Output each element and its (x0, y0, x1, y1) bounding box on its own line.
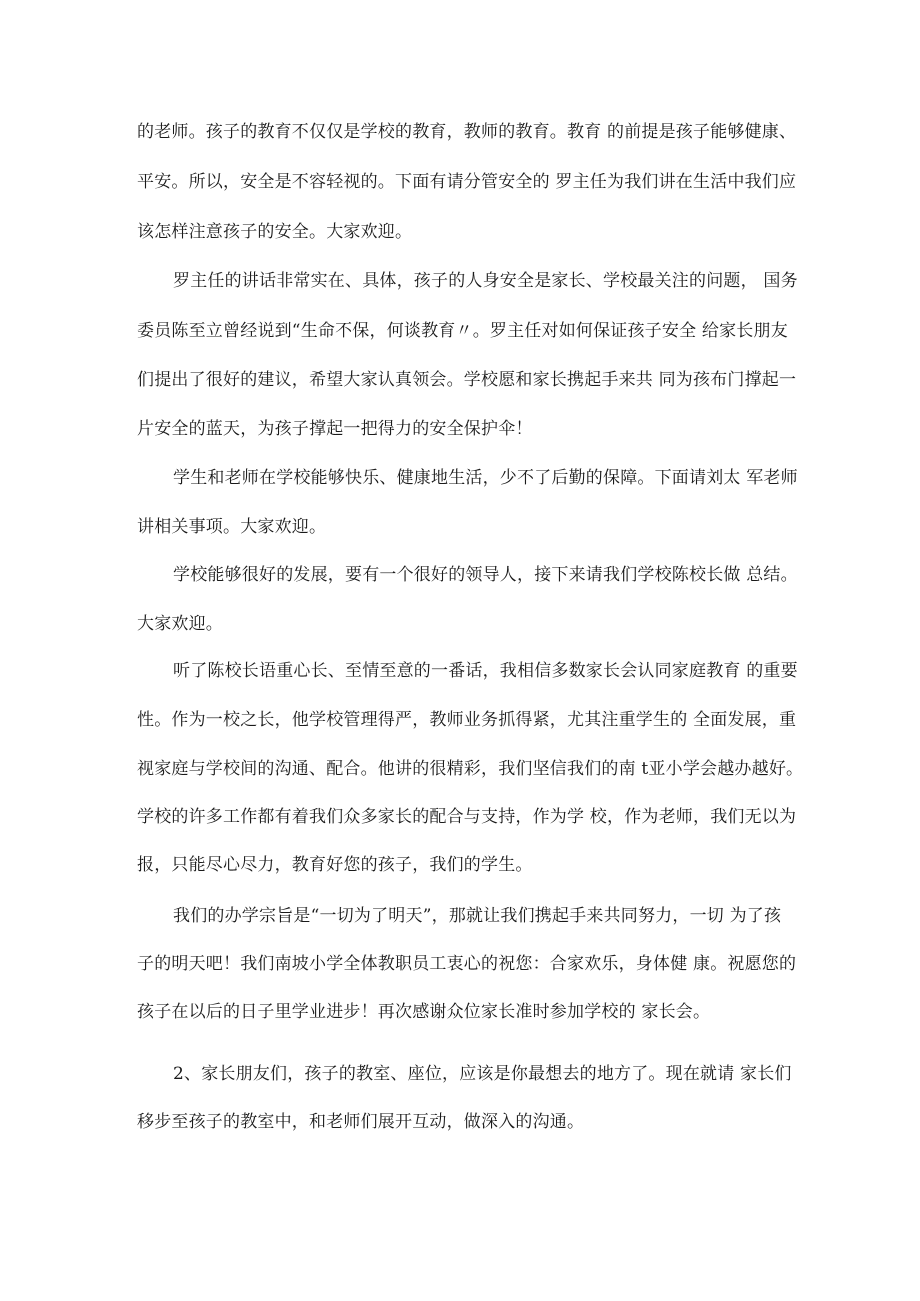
text-line: 学校的许多工作都有着我们众多家长的配合与支持，作为学 校，作为老师，我们无以为 (137, 807, 797, 827)
text-line: 2、家长朋友们，孩子的教室、座位，应该是你最想去的地方了。现在就请 家长们 (173, 1064, 792, 1084)
text-line: 片安全的蓝天，为孩子撑起一把得力的安全保护伞！ (137, 419, 533, 439)
text-line: 该怎样注意孩子的安全。大家欢迎。 (137, 222, 413, 242)
text-line: 委员陈至立曾经说到“生命不保，何谈教育〃。罗主任对如何保证孩子安全 给家长朋友 (137, 321, 788, 341)
text-line: 的老师。孩子的教育不仅仅是学校的教育，教师的教育。教育 的前提是孩子能够健康、 (137, 122, 797, 142)
text-line: 我们的办学宗旨是“一切为了明天”，那就让我们携起手来共同努力，一切 为了孩 (173, 906, 782, 926)
text-line: 学校能够很好的发展，要有一个很好的领导人，接下来请我们学校陈校长做 总结。 (173, 565, 798, 585)
text-line: 性。作为一校之长，他学校管理得严，教师业务抓得紧，尤其注重学生的 全面发展，重 (137, 710, 797, 730)
text-line: 大家欢迎。 (137, 614, 223, 634)
text-line: 移步至孩子的教室中，和老师们展开互动，做深入的沟通。 (137, 1112, 585, 1132)
text-line: 罗主任的讲话非常实在、具体，孩子的人身安全是家长、学校最关注的问题， 国务 (173, 271, 798, 291)
text-line: 听了陈校长语重心长、至情至意的一番话，我相信多数家长会认同家庭教育 的重要 (173, 661, 798, 681)
text-line: 视家庭与学校间的沟通、配合。他讲的很精彩，我们坚信我们的南 t亚小学会越办越好。 (137, 759, 804, 779)
text-line: 学生和老师在学校能够快乐、健康地生活，少不了后勤的保障。下面请刘太 军老师 (173, 468, 798, 488)
text-line: 平安。所以，安全是不容轻视的。下面有请分管安全的 罗主任为我们讲在生活中我们应 (137, 172, 797, 192)
text-line: 们提出了很好的建议，希望大家认真领会。学校愿和家长携起手来共 同为孩布门撑起一 (137, 370, 797, 390)
text-line: 报，只能尽心尽力，教育好您的孩子，我们的学生。 (137, 855, 533, 875)
text-line: 讲相关事项。大家欢迎。 (137, 517, 327, 537)
text-line: 孩子在以后的日子里学业进步！再次感谢众位家长准时参加学校的 家长会。 (137, 1002, 711, 1022)
text-line: 子的明天吧！我们南坡小学全体教职员工衷心的祝您：合家欢乐，身体健 康。祝愿您的 (137, 954, 797, 974)
